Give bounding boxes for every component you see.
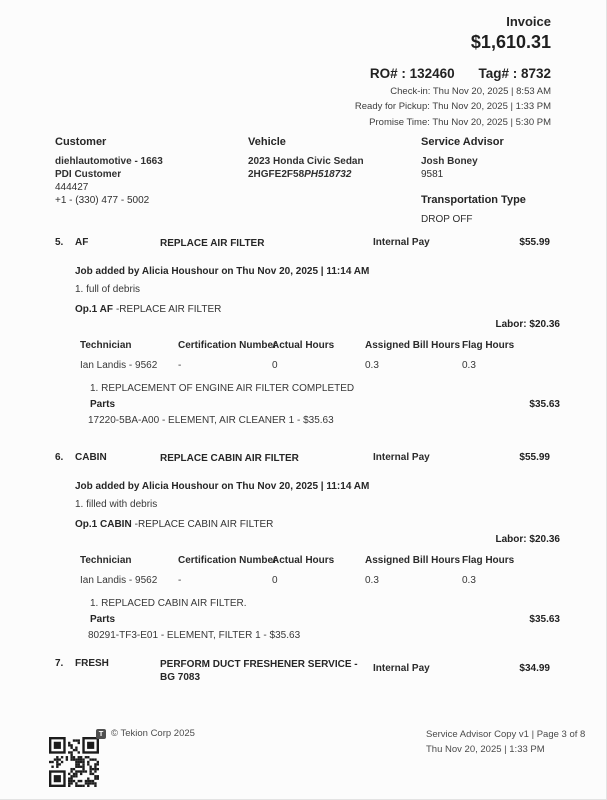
- parts-row: [0, 399, 607, 410]
- job-number: 6.: [55, 452, 64, 463]
- technician-name: Ian Landis - 9562: [80, 575, 158, 586]
- operation-code: Op.1 CABIN: [75, 519, 132, 530]
- job-added-note: Job added by Alicia Houshour on Thu Nov 20, 2025 | 11:14 AM: [75, 266, 370, 277]
- job-header-row: [0, 237, 607, 251]
- customer-number: 444427: [55, 182, 89, 193]
- operation-code: Op.1 AF: [75, 304, 113, 315]
- vehicle-vin: [248, 168, 364, 181]
- col-certification: Certification Number: [178, 340, 277, 351]
- job-code: AF: [75, 237, 89, 248]
- job-number: 5.: [55, 237, 64, 248]
- job-amount: $55.99: [519, 237, 550, 248]
- actual-hours: 0: [272, 360, 278, 371]
- col-actual-hours: Actual Hours: [272, 340, 335, 351]
- checkin-time: Check-in: Thu Nov 20, 2025 | 8:53 AM: [390, 85, 551, 97]
- actual-hours: 0: [272, 575, 278, 586]
- col-flag-hours: Flag Hours: [462, 555, 515, 566]
- tech-story: 1. REPLACEMENT OF ENGINE AIR FILTER COMPLETED: [90, 383, 355, 394]
- vin-suffix: PH518732: [304, 169, 352, 180]
- assigned-bill-hours: 0.3: [365, 575, 379, 586]
- job-5: [0, 237, 607, 427]
- tech-table-row: [0, 360, 607, 373]
- vehicle-title: Vehicle: [248, 136, 286, 148]
- invoice-title: Invoice: [506, 14, 551, 29]
- operation-line: [75, 518, 607, 531]
- customer-section: [55, 135, 163, 207]
- promise-time: Promise Time: Thu Nov 20, 2025 | 5:30 PM: [369, 116, 551, 128]
- vehicle-section: [248, 135, 364, 181]
- col-assigned-bill-hours: Assigned Bill Hours: [365, 340, 461, 351]
- certification-number: -: [178, 575, 182, 586]
- parts-label: Parts: [90, 614, 116, 625]
- job-description: PERFORM DUCT FRESHENER SERVICE - BG 7083: [160, 659, 358, 683]
- parts-amount: $35.63: [529, 614, 560, 625]
- transport-title: Transportation Type: [421, 194, 526, 206]
- job-pay-type: Internal Pay: [373, 237, 430, 248]
- col-actual-hours: Actual Hours: [272, 555, 335, 566]
- job-added-note: Job added by Alicia Houshour on Thu Nov 20, 2025 | 11:14 AM: [75, 481, 370, 492]
- tech-table-header: [0, 340, 607, 353]
- job-6: [0, 452, 607, 642]
- tech-table-row: [0, 575, 607, 588]
- job-number: 7.: [55, 658, 64, 669]
- job-pay-type: Internal Pay: [373, 452, 430, 463]
- invoice-total: $1,610.31: [470, 32, 551, 52]
- copyright-line: [96, 728, 195, 739]
- customer-name: diehlautomotive - 1663: [55, 156, 163, 167]
- certification-number: -: [178, 360, 182, 371]
- tech-table-header: [0, 555, 607, 568]
- col-assigned-bill-hours: Assigned Bill Hours: [365, 555, 461, 566]
- part-detail: 80291-TF3-E01 - ELEMENT, FILTER 1 - $35.63: [88, 630, 301, 641]
- assigned-bill-hours: 0.3: [365, 360, 379, 371]
- job-description: REPLACE CABIN AIR FILTER: [160, 453, 299, 464]
- customer-title: Customer: [55, 136, 107, 148]
- ro-number: RO# : 132460: [369, 66, 455, 81]
- job-amount: $34.99: [519, 663, 550, 674]
- operation-desc: -REPLACE AIR FILTER: [115, 304, 222, 315]
- job-7: [0, 658, 607, 683]
- technician-name: Ian Landis - 9562: [80, 360, 158, 371]
- invoice-header: [355, 14, 551, 128]
- col-technician: Technician: [80, 555, 132, 566]
- job-header-row: [0, 658, 607, 683]
- printed-timestamp: Thu Nov 20, 2025 | 1:33 PM: [426, 743, 545, 755]
- vehicle-model: 2023 Honda Civic Sedan: [248, 156, 364, 167]
- parts-row: [0, 614, 607, 625]
- qr-code: [49, 737, 99, 787]
- advisor-title: Service Advisor: [421, 136, 504, 148]
- job-concern: 1. filled with debris: [75, 499, 158, 510]
- tekion-logo-icon: T: [96, 729, 106, 739]
- advisor-name: Josh Boney: [421, 156, 478, 167]
- customer-phone: +1 - (330) 477 - 5002: [55, 195, 150, 206]
- ready-time: Ready for Pickup: Thu Nov 20, 2025 | 1:33 PM: [354, 101, 551, 112]
- footer-page-info: [426, 728, 585, 757]
- col-flag-hours: Flag Hours: [462, 340, 515, 351]
- col-certification: Certification Number: [178, 555, 277, 566]
- ro-tag-line: [355, 66, 551, 81]
- tag-number: Tag# : 8732: [478, 66, 551, 81]
- operation-desc: -REPLACE CABIN AIR FILTER: [134, 519, 274, 530]
- col-technician: Technician: [80, 340, 132, 351]
- parts-amount: $35.63: [529, 399, 560, 410]
- tech-story: 1. REPLACED CABIN AIR FILTER.: [90, 598, 247, 609]
- job-amount: $55.99: [519, 452, 550, 463]
- advisor-id: 9581: [421, 169, 444, 180]
- customer-type: PDI Customer: [55, 169, 122, 180]
- flag-hours: 0.3: [462, 360, 476, 371]
- transport-value: DROP OFF: [421, 214, 473, 225]
- flag-hours: 0.3: [462, 575, 476, 586]
- labor-total: Labor: $20.36: [495, 534, 560, 545]
- vin-prefix: 2HGFE2F58: [248, 169, 305, 180]
- labor-total: Labor: $20.36: [495, 319, 560, 330]
- job-code: FRESH: [75, 658, 109, 669]
- part-detail: 17220-5BA-A00 - ELEMENT, AIR CLEANER 1 - $35.63: [88, 415, 334, 426]
- copy-version-page: Service Advisor Copy v1 | Page 3 of 8: [426, 729, 586, 740]
- advisor-section: [421, 135, 526, 226]
- job-concern: 1. full of debris: [75, 284, 141, 295]
- job-header-row: [0, 452, 607, 466]
- job-description: REPLACE AIR FILTER: [160, 238, 265, 249]
- job-code: CABIN: [75, 452, 107, 463]
- job-pay-type: Internal Pay: [373, 663, 430, 674]
- operation-line: [75, 303, 607, 316]
- parts-label: Parts: [90, 399, 116, 410]
- copyright-text: © Tekion Corp 2025: [111, 728, 195, 739]
